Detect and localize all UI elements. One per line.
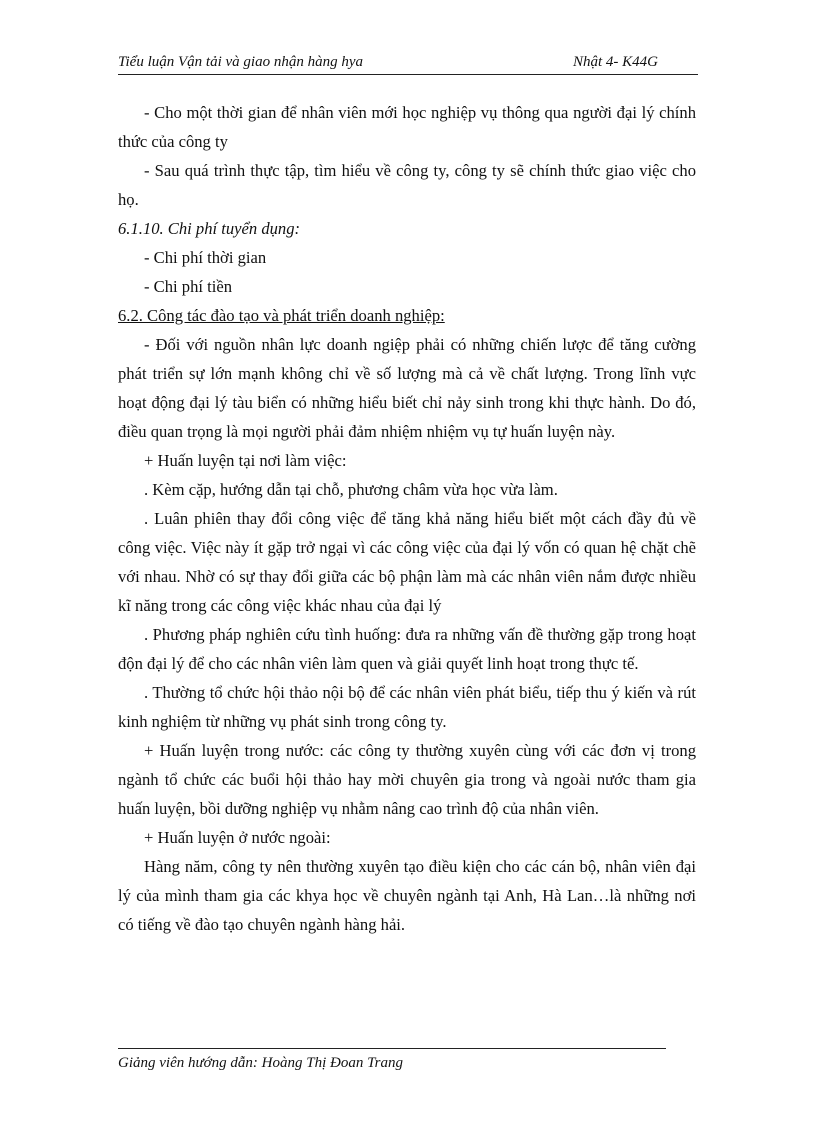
footer-supervisor: Giảng viên hướng dẫn: Hoàng Thị Đoan Trang [118,1055,403,1071]
paragraph: - Đối với nguồn nhân lực doanh ngiệp phải có những chiến lược để tăng cường phát triển sự lớn mạnh không chỉ về số lượng mà cả về chất lượng. Trong lĩnh vực hoạt động đại lý tàu biển có những hiểu biết chỉ nảy sinh trong khi thực hành. Do đó, điều quan trọng là mọi người phải đảm nhiệm nhiệm vụ tự huấn luyện này. [118,335,696,441]
section-heading: 6.2. Công tác đào tạo và phát triển doanh nghiệp: [118,306,445,325]
list-item: - Chi phí tiền [144,277,233,296]
document-body [118,98,696,939]
paragraph: - Sau quá trình thực tập, tìm hiểu về công ty, công ty sẽ chính thức giao việc cho họ. [118,161,696,209]
paragraph: + Huấn luyện tại nơi làm việc: [144,451,347,470]
paragraph: . Thường tổ chức hội thảo nội bộ để các nhân viên phát biểu, tiếp thu ý kiến và rút kinh nghiệm từ những vụ phát sinh trong công ty. [118,683,696,731]
page-header [118,54,698,75]
paragraph: . Luân phiên thay đổi công việc để tăng khả năng hiểu biết một cách đầy đủ về công việc. Việc này ít gặp trở ngại vì các công việc của đại lý vốn có quan hệ chặt chẽ với nhau. Nhờ có sự thay đổi giữa các bộ phận làm mà các nhân viên nắm được nhiều kĩ năng trong các công việc khác nhau của đại lý [118,509,696,615]
paragraph: - Cho một thời gian để nhân viên mới học nghiệp vụ thông qua người đại lý chính thức của công ty [118,103,696,151]
paragraph: Hàng năm, công ty nên thường xuyên tạo điều kiện cho các cán bộ, nhân viên đại lý của mình tham gia các khya học về chuyên ngành tại Anh, Hà Lan…là những nơi có tiếng về đào tạo chuyên ngành hàng hải. [118,857,696,934]
paragraph: . Kèm cặp, hướng dẫn tại chỗ, phương châm vừa học vừa làm. [144,480,558,499]
header-author: Nhật 4- K44G [573,54,659,70]
paragraph: + Huấn luyện ở nước ngoài: [144,828,331,847]
section-heading: 6.1.10. Chi phí tuyển dụng: [118,219,301,238]
paragraph: + Huấn luyện trong nước: các công ty thường xuyên cùng với các đơn vị trong ngành tổ chức các buổi hội thảo hay mời chuyên gia trong và ngoài nước tham gia huấn luyện, bồi dưỡng nghiệp vụ nhằm nâng cao trình độ của nhân viên. [118,741,696,818]
list-item: - Chi phí thời gian [144,248,267,267]
page-footer [118,1048,666,1072]
paragraph: . Phương pháp nghiên cứu tình huống: đưa ra những vấn đề thường gặp trong hoạt độn đại lý để cho các nhân viên làm quen và giải quyết linh hoạt trong thực tế. [118,625,696,673]
header-title: Tiểu luận Vận tải và giao nhận hàng hya [118,54,363,70]
